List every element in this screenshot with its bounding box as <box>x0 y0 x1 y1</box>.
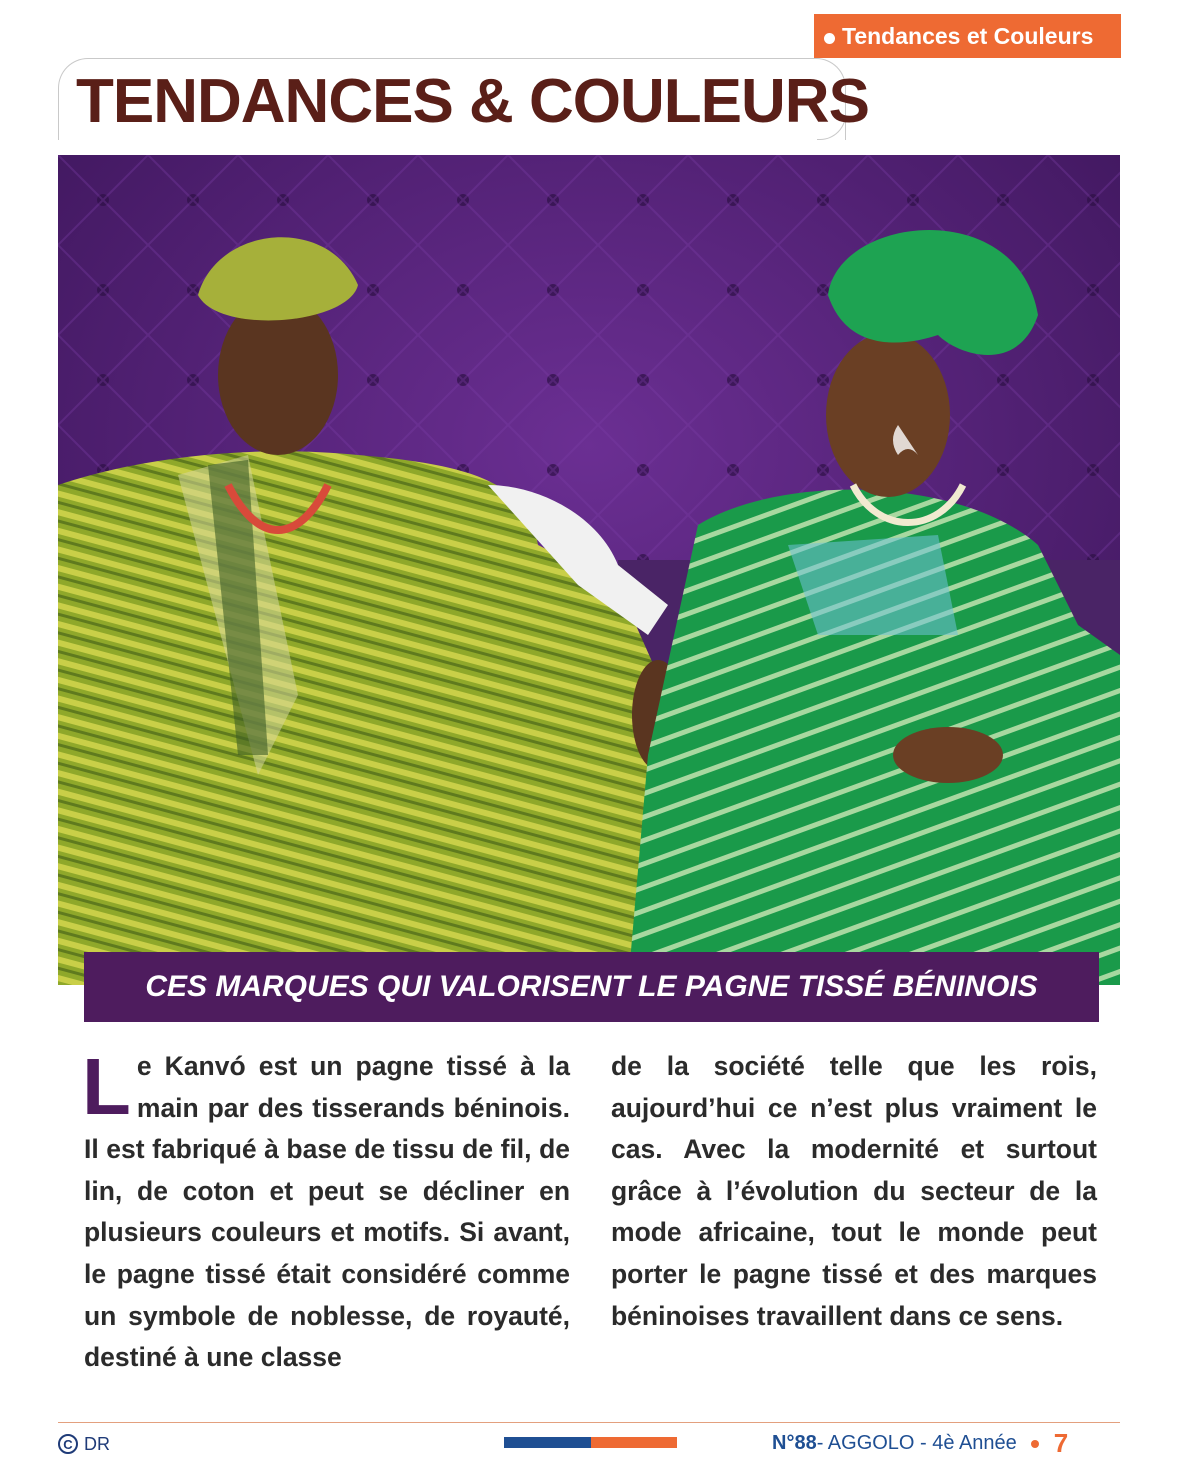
section-tag <box>814 14 1121 58</box>
page-title: TENDANCES & COULEURS <box>76 67 869 136</box>
article-headline: CES MARQUES QUI VALORISENT LE PAGNE TISSÉ BÉNINOIS <box>84 952 1099 1022</box>
couple-in-pagne-illustration <box>58 155 1120 985</box>
dropcap: L <box>82 1042 131 1131</box>
bullet-dot-icon <box>824 33 835 44</box>
page-number: 7 <box>1053 1428 1069 1458</box>
couple-photo <box>58 155 1120 985</box>
footer-bar-orange <box>591 1437 677 1448</box>
credit-label: DR <box>84 1433 110 1454</box>
issue-number: N°88 <box>772 1432 817 1454</box>
article-column-1-text: e Kanvó est un pagne tissé à la main par des tisserands béninois. Il est fabriqué à base de tissu de fil, de lin, de coton et peut se décliner en plusieurs couleurs et motifs. Si avant, le pagne tissé était considéré comme un symbole de noblesse, de royauté, destiné à une classe <box>84 1051 570 1373</box>
article-column-2: de la société telle que les rois, aujourd’hui ce n’est plus vraiment le cas. Avec la modernité et surtout grâce à l’évolution du secteur de la mode africaine, tout le monde peut porter le pagne tissé et des marques béninoises travaillent dans ce sens. <box>611 1051 1097 1331</box>
copyright-icon: C <box>58 1434 78 1454</box>
article-column-1 <box>82 1042 570 1379</box>
photo-credit <box>58 1432 110 1456</box>
footer-bar-blue <box>504 1437 591 1448</box>
folio-dot-icon <box>1031 1440 1039 1448</box>
footer-divider <box>58 1422 1120 1423</box>
section-tag-label: Tendances et Couleurs <box>842 22 1094 49</box>
folio <box>772 1428 1068 1459</box>
issue-info: - AGGOLO - 4è Année <box>816 1432 1017 1454</box>
